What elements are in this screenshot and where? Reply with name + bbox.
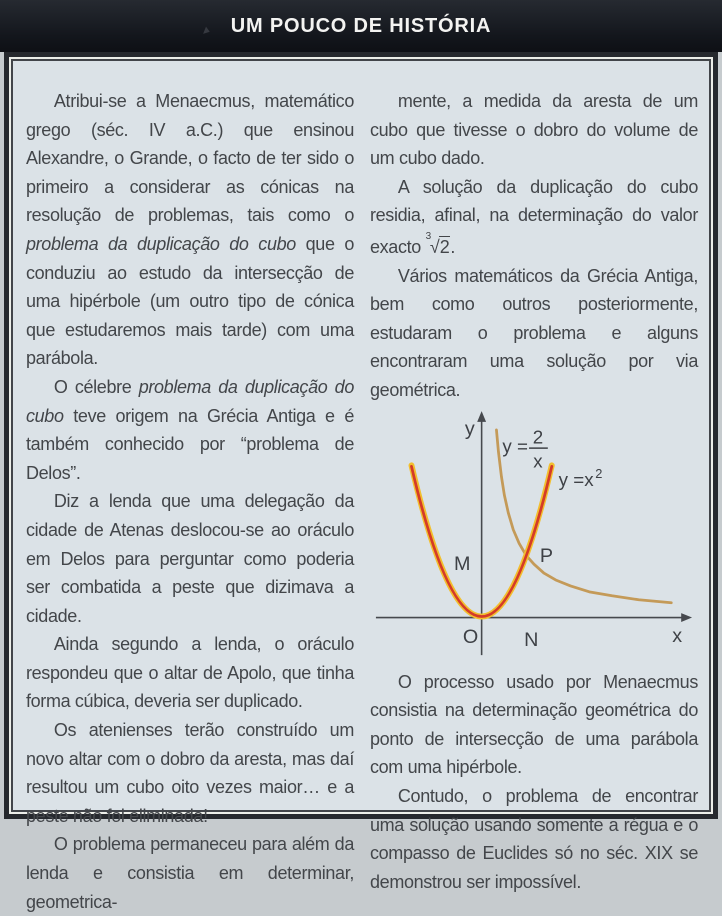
- paragraph-celebre: O célebre problema da duplicação do cubo teve origem na Grécia Antiga e é também conhecido por “problema de Delos”.: [26, 376, 354, 483]
- section-banner: [0, 0, 722, 52]
- y-axis-label: y: [464, 417, 475, 440]
- menaecmus-graph: [370, 411, 698, 666]
- paragraph-mente-medida: mente, a medida da aresta de um cubo que tivesse o dobro do volume de um cubo dado.: [370, 91, 698, 169]
- graph-svg: [370, 411, 696, 666]
- right-column: [370, 87, 698, 916]
- paragraph-varios-matematicos: Vários matemáticos da Grécia Antiga, bem como outros posteriormente, estudaram o problema e alguns encontraram uma solução por via geométrica.: [370, 265, 698, 400]
- origin-label: O: [462, 625, 479, 648]
- banner-mark-icon: [201, 26, 210, 34]
- y-axis-arrow-icon: [477, 411, 486, 422]
- left-column: [26, 87, 354, 916]
- fraction-numerator: 2: [532, 426, 544, 448]
- section-title: UM POUCO DE HISTÓRIA: [230, 14, 492, 37]
- point-p-label: P: [539, 544, 554, 567]
- parabola-equation-label: [559, 466, 603, 490]
- paragraph-atenienses: Os atenienses terão construído um novo altar com o dobro da aresta, mas daí resultou um cubo oito vezes maior… e a peste não foi eliminada!: [26, 720, 354, 826]
- point-n-label: N: [524, 628, 539, 651]
- paragraph-contudo: Contudo, o problema de encontrar uma solução usando somente a régua e o compasso de Euclides só no séc. XIX se demonstrou ser impossível.: [370, 785, 698, 892]
- point-m-label: M: [453, 552, 471, 575]
- paragraph-oraculo: Ainda segundo a lenda, o oráculo respondeu que o altar de Apolo, que tinha forma cúbica, deveria ser duplicado.: [26, 634, 354, 712]
- svg-text:y =x: y =x: [558, 468, 594, 490]
- history-box: [4, 52, 718, 912]
- x-axis-arrow-icon: [681, 613, 692, 622]
- svg-text:y =: y =: [502, 435, 528, 457]
- x-axis-label: x: [672, 624, 683, 647]
- paragraph-attribui: Atribui-se a Menaecmus, matemático grego (séc. IV a.C.) que ensinou Alexandre, o Grande, o facto de ter sido o primeiro a considerar as cónicas na resolução de problemas, tais como o problema da duplicação do cubo que o conduziu ao estudo da intersecção de uma hipérbole (um outro tipo de cónica que estudaremos mais tarde) com uma parábola.: [26, 91, 355, 369]
- cube-root-of-2: $^3$√2: [425, 230, 450, 257]
- radical-sign: √: [429, 236, 439, 257]
- paragraph-processo-menaecmus: O processo usado por Menaecmus consistia na determinação geométrica do ponto de intersecção de uma parábola com uma hipérbole.: [370, 671, 698, 778]
- two-column-layout: [26, 87, 698, 916]
- exponent: 2: [595, 465, 603, 481]
- fraction-denominator: x: [533, 449, 543, 471]
- radicand: 2: [439, 236, 450, 257]
- paragraph-problema-permaneceu: O problema permaneceu para além da lenda e consistia em determinar, geometrica-: [26, 834, 354, 912]
- paragraph-solucao-residia: A solução da duplicação do cubo residia, afinal, na determinação do valor exacto $^3$√2.: [370, 176, 698, 257]
- hyperbola-equation-label: [502, 426, 547, 471]
- italic-problema-duplicacao: problema da duplicação do cubo: [26, 233, 296, 254]
- italic-problema-duplicacao: problema da duplicação do cubo: [26, 376, 354, 426]
- paragraph-lenda-delegacao: Diz a lenda que uma delegação da cidade de Atenas deslocou-se ao oráculo em Delos para perguntar como poderia ser combatida a peste que dizimava a cidade.: [26, 491, 354, 626]
